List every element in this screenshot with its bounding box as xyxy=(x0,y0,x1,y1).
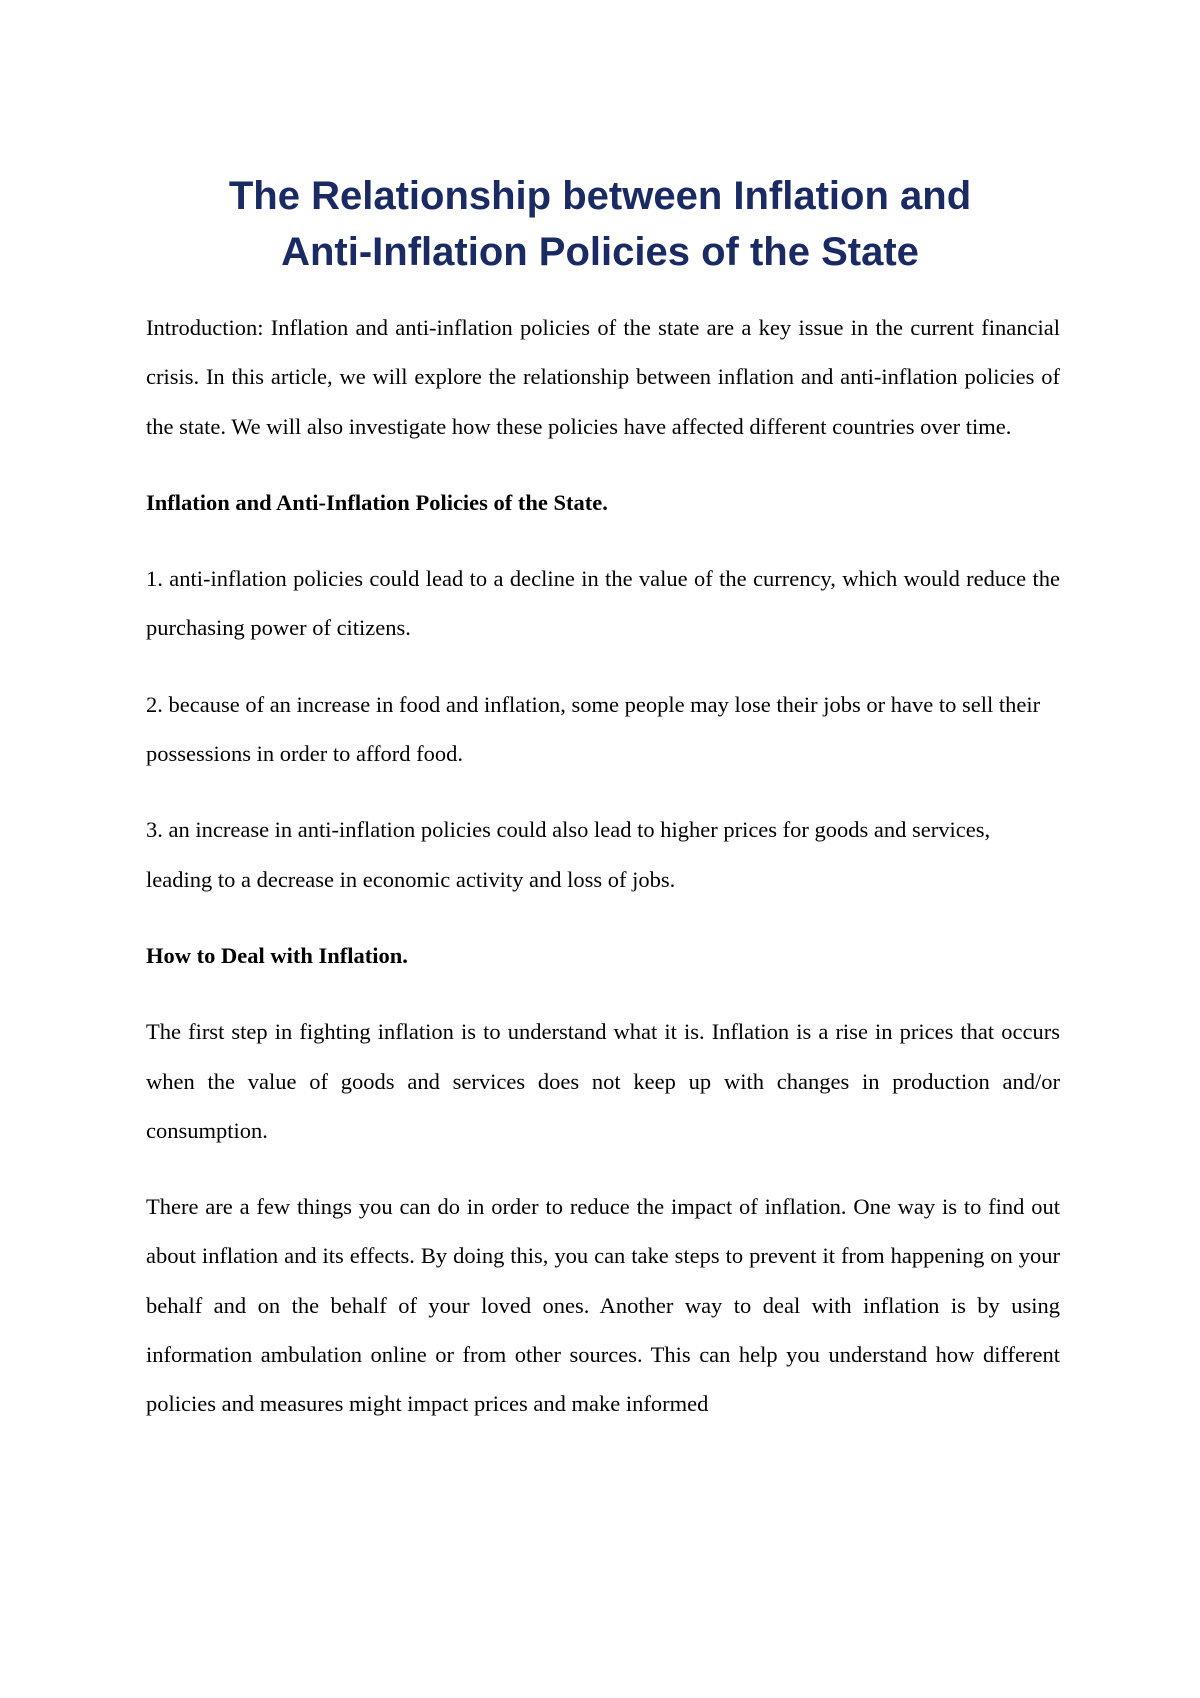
paragraph-first-step: The first step in fighting inflation is to understand what it is. Inflation is a rise in prices that occurs when the value of goods and services does not keep up with changes in production and/or consumption. xyxy=(146,1019,1060,1143)
intro-paragraph: Introduction: Inflation and anti-inflation policies of the state are a key issue in the current financial crisis. In this article, we will explore the relationship between inflation and anti-inflation policies of the state. We will also investigate how these policies have affected different countries over time. xyxy=(146,315,1060,439)
paragraph-few-things: There are a few things you can do in order to reduce the impact of inflation. One way is to find out about inflation and its effects. By doing this, you can take steps to prevent it from happening on your behalf and on the behalf of your loved ones. Another way to deal with inflation is by using information ambulation online or from other sources. This can help you understand how different policies and measures might impact prices and make informed xyxy=(146,1194,1060,1417)
list-item-2: 2. because of an increase in food and inflation, some people may lose their jobs or have to sell their possessions in order to afford food. xyxy=(146,691,1041,767)
list-item-3: 3. an increase in anti-inflation policies could also lead to higher prices for goods and services, leading to a decrease in economic activity and loss of jobs. xyxy=(146,817,991,892)
title-line-2: Anti-Inflation Policies of the State xyxy=(281,230,919,274)
section-heading-deal: How to Deal with Inflation. xyxy=(146,942,408,968)
document-title xyxy=(100,168,1100,280)
list-item-1: 1. anti-inflation policies could lead to a decline in the value of the currency, which would reduce the purchasing power of citizens. xyxy=(146,566,1060,641)
document-body xyxy=(146,303,1060,1456)
section-heading-policies: Inflation and Anti-Inflation Policies of the State. xyxy=(146,489,608,515)
title-line-1: The Relationship between Inflation and xyxy=(228,174,972,218)
